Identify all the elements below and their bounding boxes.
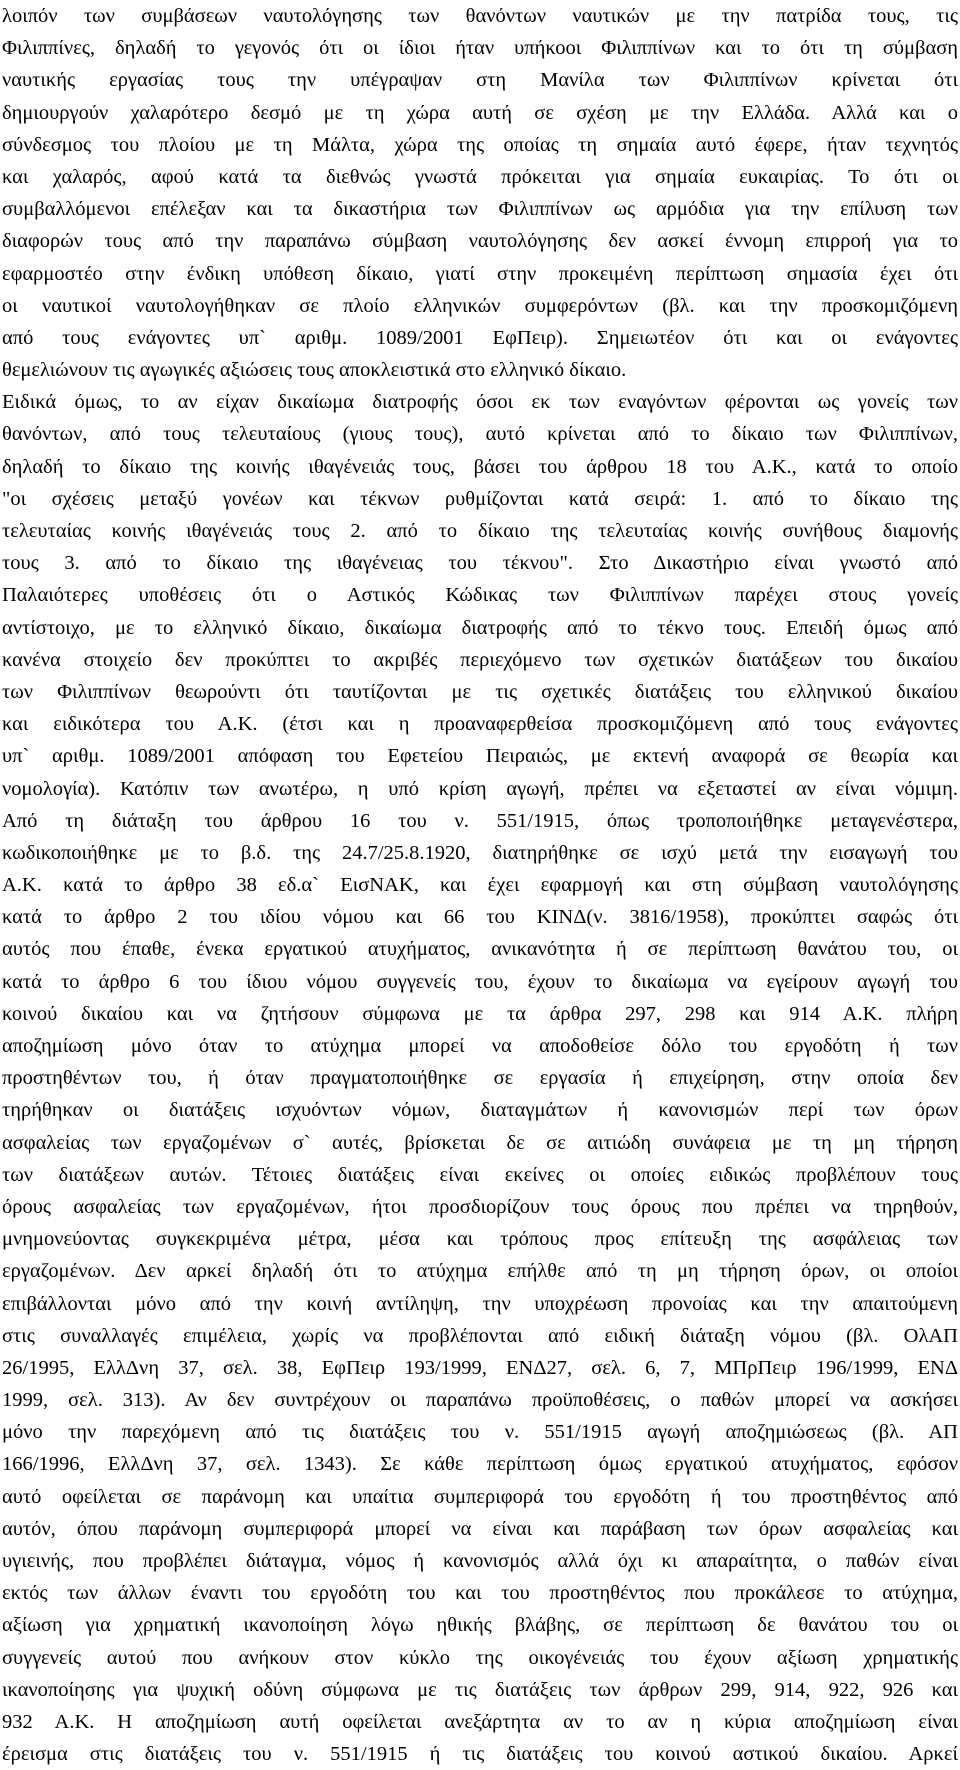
text-line: επιβάλλονται μόνο από την κοινή αντίληψη, την υποχρέωση προνοίας και την απαιτούμενη <box>2 1292 958 1315</box>
text-line: κωδικοποιήθηκε με το β.δ. της 24.7/25.8.1920, διατηρήθηκε σε ισχύ μετά την εισαγωγή του <box>2 841 958 864</box>
text-line: Ειδικά όμως, το αν είχαν δικαίωμα διατροφής όσοι εκ των εναγόντων φέρονται ως γονείς των <box>2 391 958 414</box>
text-line: συμβαλλόμενοι επέλεξαν και τα δικαστήρια των Φιλιππίνων ως αρμόδια για την επίλυση των <box>2 198 958 221</box>
text-line: 26/1995, ΕλλΔνη 37, σελ. 38, ΕφΠειρ 193/1999, ΕΝΔ27, σελ. 6, 7, ΜΠρΠειρ 196/1999, ΕΝΔ <box>2 1356 958 1379</box>
text-line: κοινού δικαίου και να ζητήσουν σύμφωνα με τα άρθρα 297, 298 και 914 Α.Κ. πλήρη <box>2 1002 958 1025</box>
text-line: κατά το άρθρο 2 του ιδίου νόμου και 66 του ΚΙΝΔ(ν. 3816/1958), προκύπτει σαφώς ότι <box>2 906 958 929</box>
text-line: αυτό οφείλεται σε παράνομη και υπαίτια συμπεριφορά του εργοδότη ή του προστηθέντος από <box>2 1485 958 1508</box>
text-line: Φιλιππίνες, δηλαδή το γεγονός ότι οι ίδιοι ήταν υπήκοοι Φιλιππίνων και το ότι τη σύμβαση <box>2 37 958 60</box>
text-line: αυτόν, όπου παράνομη συμπεριφορά μπορεί να είναι και παράβαση των όρων ασφαλείας και <box>2 1517 958 1540</box>
text-line: 1999, σελ. 313). Αν δεν συντρέχουν οι παραπάνω προϋποθέσεις, ο παθών μπορεί να ασκήσει <box>2 1389 958 1412</box>
text-line: στις συναλλαγές επιμέλεια, χωρίς να προβλέπονται από ειδική διάταξη νόμου (βλ. ΟλΑΠ <box>2 1324 958 1347</box>
text-line: κανένα στοιχείο δεν προκύπτει το ακριβές περιεχόμενο των σχετικών διατάξεων του δικαίου <box>2 648 958 671</box>
text-line: προστηθέντων του, ή όταν πραγματοποιήθηκε σε εργασία ή επιχείρηση, στην οποία δεν <box>2 1067 958 1090</box>
text-line: σύνδεσμος του πλοίου με τη Μάλτα, χώρα της οποίας τη σημαία αυτό έφερε, ήταν τεχνητός <box>2 133 958 156</box>
text-line: θανόντων, από τους τελευταίους (γιους τους), αυτό κρίνεται από το δίκαιο των Φιλιππίνων, <box>2 423 958 446</box>
text-line: Παλαιότερες υποθέσεις ότι ο Αστικός Κώδικας των Φιλιππίνων παρέχει στους γονείς <box>2 584 958 607</box>
text-line: των διατάξεων αυτών. Τέτοιες διατάξεις είναι εκείνες οι οποίες ειδικώς προβλέπουν τους <box>2 1163 958 1186</box>
text-line: δηλαδή το δίκαιο της κοινής ιθαγένειάς τους, βάσει του άρθρου 18 του Α.Κ., κατά το οποίο <box>2 455 958 478</box>
text-line: ναυτικής εργασίας τους την υπέγραψαν στη Μανίλα των Φιλιππίνων κρίνεται ότι <box>2 69 958 92</box>
text-line: διαφορών τους από την παραπάνω σύμβαση ναυτολόγησης δεν ασκεί έννομη επιρροή για το <box>2 230 958 253</box>
text-line: και ειδικότερα του Α.Κ. (έτσι και η προαναφερθείσα προσκομιζόμενη από τους ενάγοντες <box>2 713 958 736</box>
text-line: οι ναυτικοί ναυτολογήθηκαν σε πλοίο ελληνικών συμφερόντων (βλ. και την προσκομιζόμενη <box>2 294 958 317</box>
text-line: εργαζομένων. Δεν αρκεί δηλαδή ότι το ατύχημα επήλθε από τη μη τήρηση όρων, οι οποίοι <box>2 1260 958 1283</box>
text-line: αντίστοιχο, με το ελληνικό δίκαιο, δικαίωμα διατροφής από το τέκνο τους. Επειδή όμως από <box>2 616 958 639</box>
text-line: τελευταίας κοινής ιθαγένειάς τους 2. από το δίκαιο της τελευταίας κοινής συνήθους διαμονής <box>2 520 958 542</box>
text-line: ασφαλείας των εργαζομένων σ` αυτές, βρίσκεται δε σε αιτιώδη συνάφεια με τη μη τήρηση <box>2 1131 958 1154</box>
text-line: αξίωση για χρηματική ικανοποίηση λόγω ηθικής βλάβης, σε περίπτωση δε θανάτου του οι <box>2 1614 958 1637</box>
text-line: από τους ενάγοντες υπ` αριθμ. 1089/2001 ΕφΠειρ). Σημειωτέον ότι και οι ενάγοντες <box>2 326 958 349</box>
text-line: και χαλαρός, αφού κατά τα διεθνώς γνωστά πρόκειται για σημαία ευκαιρίας. Το ότι οι <box>2 165 958 188</box>
text-line: αυτός που έπαθε, ένεκα εργατικού ατυχήματος, ανικανότητα ή σε περίπτωση θανάτου του, οι <box>2 938 958 961</box>
text-line: δημιουργούν χαλαρότερο δεσμό με τη χώρα αυτή σε σχέση με την Ελλάδα. Αλλά και ο <box>2 101 958 124</box>
text-line: Από τη διάταξη του άρθρου 16 του ν. 551/1915, όπως τροποποιήθηκε μεταγενέστερα, <box>2 809 958 832</box>
text-line: 932 Α.Κ. Η αποζημίωση αυτή οφείλεται ανεξάρτητα αν το αν η κύρια αποζημίωση είναι <box>2 1710 958 1733</box>
text-line: έρεισμα στις διατάξεις του ν. 551/1915 ή τις διατάξεις του κοινού αστικού δικαίου. Αρκεί <box>2 1743 958 1766</box>
document-body-text <box>2 0 958 1770</box>
text-line: συγγενείς αυτού που ανήκουν στον κύκλο της οικογένειάς του έχουν αξίωση χρηματικής <box>2 1646 958 1669</box>
text-line: "οι σχέσεις μεταξύ γονέων και τέκνων ρυθμίζονται κατά σειρά: 1. από το δίκαιο της <box>2 487 958 510</box>
text-line: Α.Κ. κατά το άρθρο 38 εδ.α` ΕισΝΑΚ, και έχει εφαρμογή και στη σύμβαση ναυτολόγησης <box>2 874 958 897</box>
text-line: εκτός των άλλων έναντι του εργοδότη του και του προστηθέντος που προκάλεσε το ατύχημα, <box>2 1582 958 1605</box>
text-line: θεμελιώνουν τις αγωγικές αξιώσεις τους αποκλειστικά στο ελληνικό δίκαιο. <box>2 359 627 382</box>
text-line: υγιεινής, που προβλέπει διάταγμα, νόμος ή κανονισμός αλλά όχι κι απαραίτητα, ο παθών είναι <box>2 1550 958 1572</box>
text-line: λοιπόν των συμβάσεων ναυτολόγησης των θανόντων ναυτικών με την πατρίδα τους, τις <box>2 5 958 27</box>
text-line: μόνο την παρεχόμενη από τις διατάξεις του ν. 551/1915 αγωγή αποζημιώσεως (βλ. ΑΠ <box>2 1421 958 1444</box>
text-line: 166/1996, ΕλλΔνη 37, σελ. 1343). Σε κάθε περίπτωση όμως εργατικού ατυχήματος, εφόσον <box>2 1453 958 1476</box>
text-line: κατά το άρθρο 6 του ίδιου νόμου συγγενείς του, έχουν το δικαίωμα να εγείρουν αγωγή του <box>2 970 958 993</box>
text-line: εφαρμοστέο στην ένδικη υπόθεση δίκαιο, γιατί στην προκειμένη περίπτωση σημασία έχει ότι <box>2 262 958 285</box>
text-line: όρους ασφαλείας των εργαζομένων, ήτοι προσδιορίζουν τους όρους που πρέπει να τηρηθούν, <box>2 1195 958 1218</box>
text-line: νομολογία). Κατόπιν των ανωτέρω, η υπό κρίση αγωγή, πρέπει να εξεταστεί αν είναι νόμιμη. <box>2 777 958 800</box>
text-line: τους 3. από το δίκαιο της ιθαγένειας του τέκνου". Στο Δικαστήριο είναι γνωστό από <box>2 552 958 575</box>
text-line: ικανοποίησης για ψυχική οδύνη σύμφωνα με τις διατάξεις των άρθρων 299, 914, 922, 926 και <box>2 1678 958 1701</box>
text-line: των Φιλιππίνων θεωρούντι ότι ταυτίζονται με τις σχετικές διατάξεις του ελληνικού δικαίου <box>2 680 958 703</box>
text-line: αποζημίωση μόνο όταν το ατύχημα μπορεί να αποδοθείσε δόλο του εργοδότη ή των <box>2 1035 958 1057</box>
text-line: μνημονεύοντας συγκεκριμένα μέτρα, μέσα και τρόπους προς επίτευξη της ασφάλειας των <box>2 1228 958 1251</box>
text-line: τηρήθηκαν οι διατάξεις ισχυόντων νόμων, διαταγμάτων ή κανονισμών περί των όρων <box>2 1099 958 1122</box>
text-line: υπ` αριθμ. 1089/2001 απόφαση του Εφετείου Πειραιώς, με εκτενή αναφορά σε θεωρία και <box>2 745 958 768</box>
